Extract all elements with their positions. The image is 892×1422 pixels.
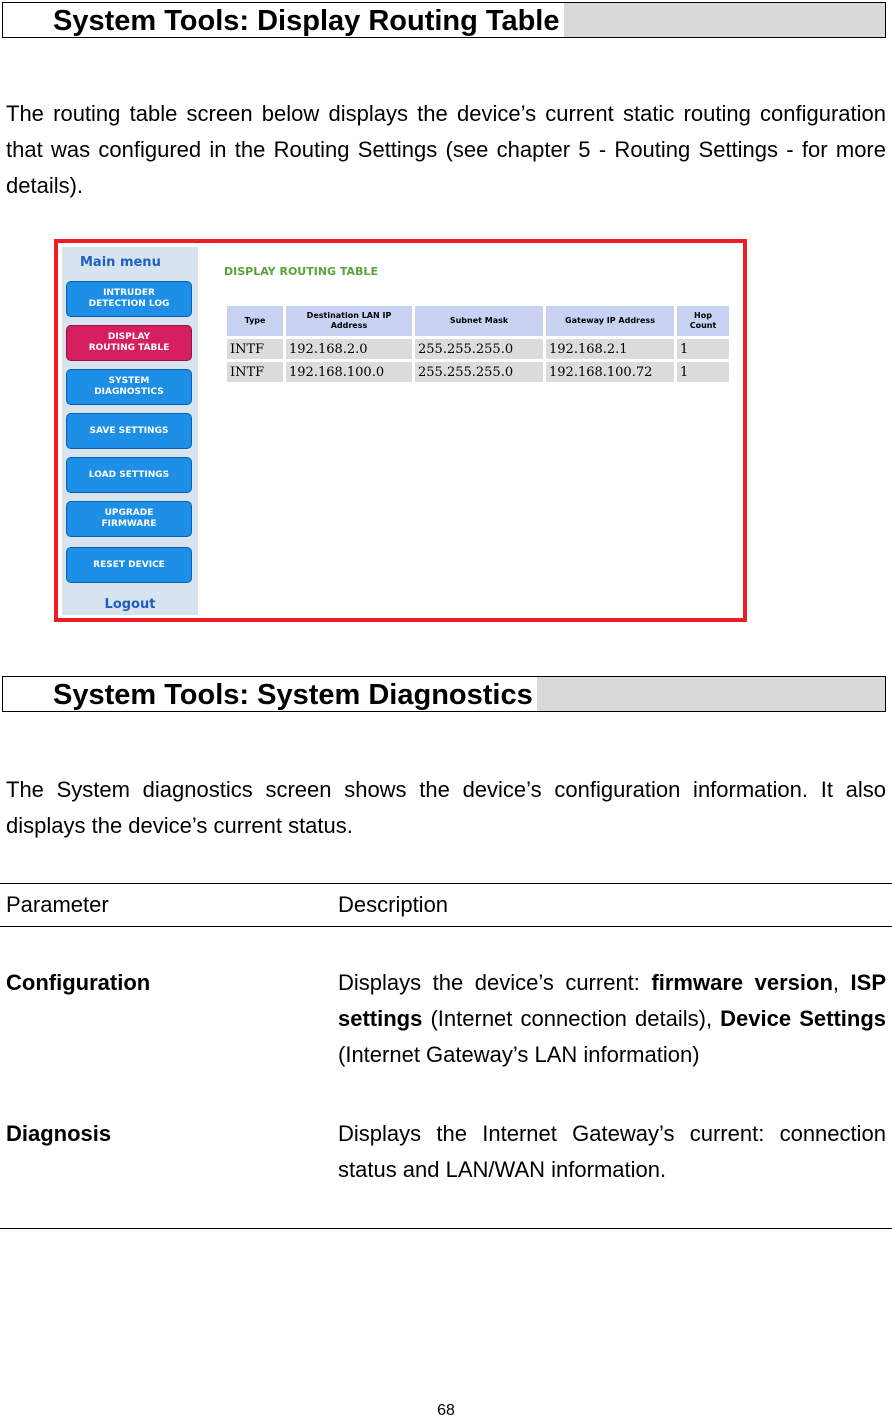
- cell-hop-count: 1: [677, 362, 729, 382]
- routing-table-screenshot: [54, 239, 747, 622]
- cell-gateway: 192.168.100.72: [546, 362, 674, 382]
- main-menu-title: Main menu: [80, 255, 161, 270]
- diagnosis-description: Displays the Internet Gateway’s current: connection status and LAN/WAN information.: [338, 1121, 886, 1182]
- cell-type: INTF: [227, 362, 283, 382]
- param-header: Parameter: [6, 892, 109, 917]
- save-settings-button[interactable]: SAVE SETTINGS: [66, 413, 192, 449]
- routing-table: [224, 303, 732, 385]
- table-top-rule: [0, 883, 892, 884]
- cell-gateway: 192.168.2.1: [546, 339, 674, 359]
- col-header-destination: Destination LAN IP Address: [286, 306, 412, 336]
- cell-destination: 192.168.100.0: [286, 362, 412, 382]
- intruder-detection-log-button[interactable]: INTRUDER DETECTION LOG: [66, 281, 192, 317]
- param-configuration: Configuration: [6, 970, 151, 995]
- system-diagnostics-button[interactable]: SYSTEM DIAGNOSTICS: [66, 369, 192, 405]
- section-title: System Tools: System Diagnostics: [3, 677, 537, 711]
- logout-link[interactable]: Logout: [104, 597, 156, 612]
- table-row: [227, 362, 729, 382]
- cell-subnet-mask: 255.255.255.0: [415, 339, 543, 359]
- display-routing-table-heading: DISPLAY ROUTING TABLE: [224, 265, 378, 278]
- header-rule: [0, 926, 892, 927]
- cell-subnet-mask: 255.255.255.0: [415, 362, 543, 382]
- param-diagnosis: Diagnosis: [6, 1121, 112, 1146]
- table-row: [227, 339, 729, 359]
- table-bottom-rule: [0, 1228, 892, 1229]
- system-diagnostics-description: The System diagnostics screen shows the device’s configuration information. It also displays the device’s current status.: [6, 777, 886, 838]
- section-header-system-diagnostics: [2, 676, 886, 712]
- upgrade-firmware-button[interactable]: UPGRADE FIRMWARE: [66, 501, 192, 537]
- col-header-gateway: Gateway IP Address: [546, 306, 674, 336]
- routing-table-description: The routing table screen below displays the device’s current static routing configuration that was configured in the Routing Settings (see chapter 5 - Routing Settings - for more details).: [6, 101, 886, 198]
- main-menu-sidebar: [62, 247, 198, 615]
- section-header-routing-table: [2, 2, 886, 38]
- col-header-hop-count: Hop Count: [677, 306, 729, 336]
- col-header-type: Type: [227, 306, 283, 336]
- display-routing-table-button[interactable]: DISPLAY ROUTING TABLE: [66, 325, 192, 361]
- load-settings-button[interactable]: LOAD SETTINGS: [66, 457, 192, 493]
- page-number: 68: [437, 1402, 455, 1419]
- section-title: System Tools: Display Routing Table: [3, 3, 564, 37]
- reset-device-button[interactable]: RESET DEVICE: [66, 547, 192, 583]
- desc-header: Description: [338, 892, 449, 917]
- configuration-description: Displays the device’s current: firmware version, ISP settings (Internet connection details), Device Settings (Internet Gateway’s LAN information): [338, 970, 887, 1067]
- col-header-subnet-mask: Subnet Mask: [415, 306, 543, 336]
- cell-destination: 192.168.2.0: [286, 339, 412, 359]
- cell-hop-count: 1: [677, 339, 729, 359]
- cell-type: INTF: [227, 339, 283, 359]
